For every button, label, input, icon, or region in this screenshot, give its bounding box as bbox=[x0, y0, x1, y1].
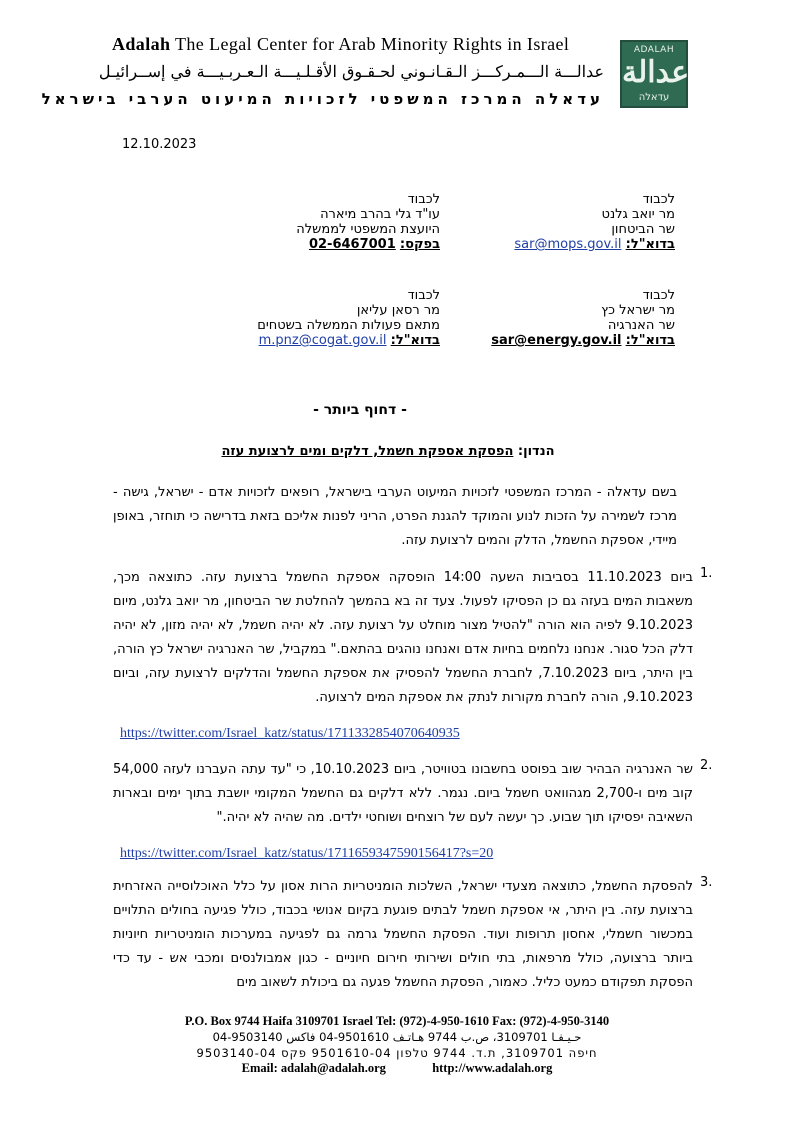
footer-address-en: P.O. Box 9744 Haifa 3109701 Israel Tel: (972)-4-950-1610 Fax: (972)-4-950-3140 bbox=[184, 1014, 610, 1028]
footer-email[interactable]: adalah@adalah.org bbox=[280, 1061, 386, 1075]
letterhead-english: Adalah The Legal Center for Arab Minority Rights in Israel bbox=[112, 34, 570, 54]
recipient-block-attorney-general: לכבוד עו"ד גלי בהרב מיארה היועצת המשפטי לממשלה בפקס: 02-6467001 bbox=[296, 192, 440, 252]
intro-paragraph: בשם עדאלה - המרכז המשפטי לזכויות המיעוט הערבי בישראל, רופאים לזכויות אדם - ישראל, גישה - מרכז לשמירה על הזכות לנוע והמוקד להגנת הפרט, הריני לפנות אליכם בזאת בדרישה כי תוחזר, באופן מיידי, אספקת החשמל, הדלק והמים לרצועת עזה. bbox=[113, 485, 677, 548]
footer-contact: Email: adalah@adalah.org http://www.adalah.org bbox=[241, 1061, 553, 1075]
footer-website[interactable]: http://www.adalah.org bbox=[432, 1061, 553, 1075]
subject-line: הנדון: הפסקת אספקת חשמל, דלקים ומים לרצועת עזה bbox=[221, 444, 555, 459]
footer-address-ar: حـيـفـا 3109701، ص.ب 9744 هـاتـف 9501610-04 فاكس 9503140-04 bbox=[212, 1030, 582, 1044]
letterhead-hebrew: עדאלה המרכז המשפטי לזכויות המיעוט הערבי בישראל bbox=[41, 90, 604, 108]
letter-date: 12.10.2023 bbox=[122, 137, 197, 152]
twitter-link[interactable]: https://twitter.com/Israel_katz/status/1711659347590156417?s=20 bbox=[120, 846, 494, 861]
item-text: שר האנרגיה הבהיר שוב בפוסט בחשבונו בטוויטר, ביום 10.10.2023, כי "עד עתה העברנו לעזה 54,000 קוב מים ו-2,700 מגהוואט חשמל ביום. נגמר. ללא דלקים גם החשמל המקומי יושבת בתוך ימים ובארות השאיבה יפסיקו תוך שבוע. כך יעשה לעם של רוצחים ושוחטי ילדים. מה שהיה לא יהיה." bbox=[113, 762, 693, 825]
email-link-cogat[interactable]: m.pnz@cogat.gov.il bbox=[258, 333, 387, 348]
item-number: 3. bbox=[700, 875, 713, 890]
item-text: להפסקת החשמל, כתוצאה מצעדי ישראל, השלכות הומניטריות הרות אסון על כלל האוכלוסייה האזרחית ברצועת עזה. בין היתר, אי אספקת חשמל לבתים פוגעת בקיום אנושי בכבוד, כולל פגיעה בחולים התלויים במכשור חשמלי, אחסון תרופות ועוד. הפסקת החשמל גרמה גם לפגיעה במערכות הומניטריות חיוניות ביותר ברצועה, כולל מרפאות, בתי חולים ושירותי חירום חיוניים - כגון אמבולנסים ומכבי אש - עד כדי הפסקת תפקודם כמעט כליל. כאמור, הפסקת החשמל פגעה גם ביכולת לשאוב מים bbox=[113, 879, 693, 990]
item-number: 1. bbox=[700, 566, 713, 581]
letterhead-arabic: عدالـــة الـــمـركـــز الـقـانـوني لحـقـوق الأقـلـيـــة الـعـربـيـــة في إســرائيـل bbox=[98, 62, 604, 81]
recipient-block-energy: לכבוד מר ישראל כץ שר האנרגיה בדוא"ל: sar@energy.gov.il bbox=[491, 288, 675, 348]
fax-number: 02-6467001 bbox=[308, 237, 396, 252]
adalah-logo: ADALAH عدالة עדאלה bbox=[620, 40, 688, 108]
recipient-block-defense: לכבוד מר יואב גלנט שר הביטחון בדוא"ל: sar@mops.gov.il bbox=[514, 192, 675, 252]
twitter-link[interactable]: https://twitter.com/Israel_katz/status/1711332854070640935 bbox=[120, 726, 460, 741]
item-number: 2. bbox=[700, 758, 713, 773]
email-energy: sar@energy.gov.il bbox=[491, 333, 622, 348]
urgent-heading: - דחוף ביותר - bbox=[313, 402, 407, 418]
email-link-defense[interactable]: sar@mops.gov.il bbox=[514, 237, 622, 252]
recipient-block-cogat: לכבוד מר רסאן עליאן מתאם פעולות הממשלה בשטחים בדוא"ל: m.pnz@cogat.gov.il bbox=[257, 288, 440, 348]
footer-address-he: חיפה 3109701, ת.ד. 9744 טלפון 9501610-04 פקס 9503140-04 bbox=[196, 1046, 598, 1060]
item-text: ביום 11.10.2023 בסביבות השעה 14:00 הופסקה אספקת החשמל ברצועת עזה. כתוצאה מכך, משאבות המים בעזה גם כן הפסיקו לפעול. צעד זה בא בהמשך להחלטת שר הביטחון, מר יואב גלנט, מיום 9.10.2023 לפיה הוא הורה "להטיל מצור מוחלט על רצועת עזה. לא יהיה חשמל, לא יהיה מזון, לא יהיה דלק הכל סגור. אנחנו נלחמים בחיות אדם ואנחנו נוהגים בהתאם." במקביל, שר האנרגיה ישראל כץ הורה, בין היתר, ביום 7.10.2023, לחברת החשמל להפסיק את אספקת החשמל והדלקים לרצועת עזה, וביום 9.10.2023, הורה לחברת מקורות לנתק את אספקת המים לרצועה. bbox=[113, 570, 693, 705]
